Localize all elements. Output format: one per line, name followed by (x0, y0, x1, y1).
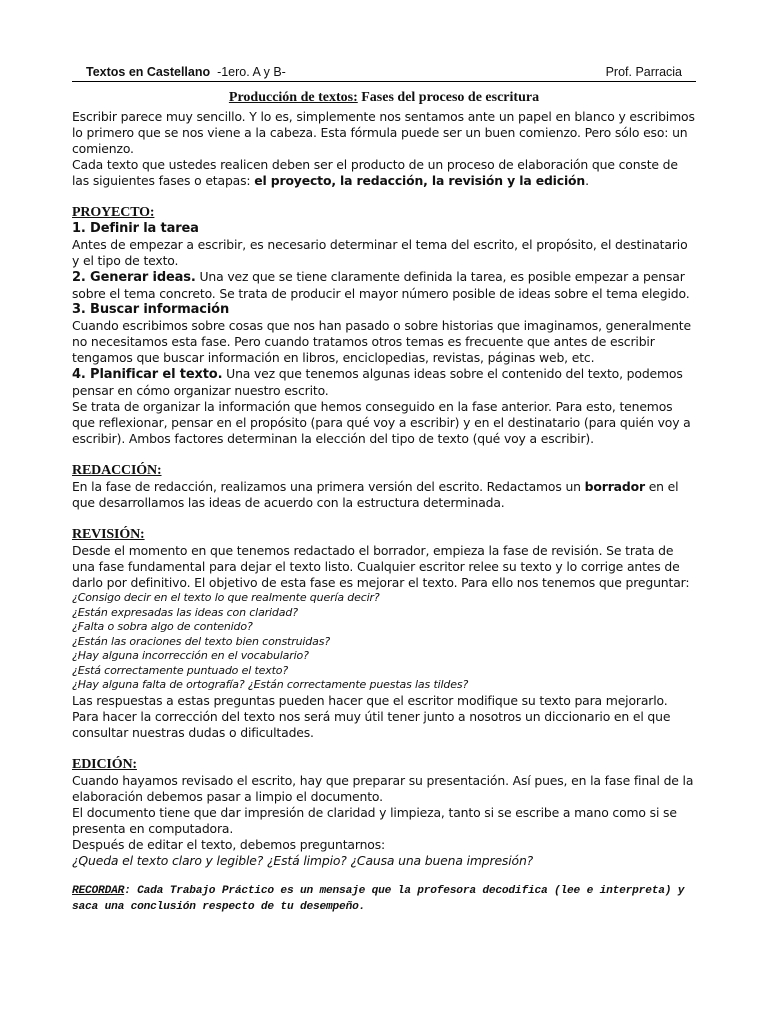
step-3-title: 3. Buscar información (72, 302, 230, 317)
intro-paragraph-1: Escribir parece muy sencillo. Y lo es, simplemente nos sentamos ante un papel en blanco y escribimos lo primero que se nos viene a la cabeza. Esta fórmula puede ser un buen comienzo. Pero sólo eso: un comienzo. (72, 109, 695, 156)
recordar-label: RECORDAR (72, 884, 125, 897)
intro-paragraph-2 (72, 157, 696, 189)
teacher-name: Prof. Parracia (605, 65, 682, 79)
course-name: Textos en Castellano (86, 65, 211, 79)
step-1-title: 1. Definir la tarea (72, 221, 199, 236)
section-heading-revision: REVISIÓN: (72, 527, 145, 542)
intro-phases: el proyecto, la redacción, la revisión y la edición (254, 173, 586, 188)
document-body (72, 109, 696, 915)
page-header (72, 64, 696, 82)
revision-question: ¿Están las oraciones del texto bien construidas? (72, 634, 331, 648)
edicion-paragraph-3: Después de editar el texto, debemos preguntarnos: (72, 836, 386, 852)
edicion-questions: ¿Queda el texto claro y legible? ¿Está limpio? ¿Causa una buena impresión? (72, 852, 534, 868)
document-title (72, 90, 696, 106)
revision-question: ¿Consigo decir en el texto lo que realmente quería decir? (72, 591, 380, 604)
title-rest: Fases del proceso de escritura (357, 90, 540, 105)
step-4-text: Una vez que tenemos algunas ideas sobre el contenido del texto, podemos pensar en cómo organizar nuestro escrito. (72, 366, 683, 398)
revision-question: ¿Hay alguna falta de ortografía? ¿Están correctamente puestas las tildes? (72, 678, 469, 691)
redaccion-paragraph (72, 479, 696, 511)
revision-question: ¿Hay alguna incorrección en el vocabulario? (72, 649, 309, 662)
course-group: -1ero. A y B- (217, 65, 286, 79)
intro-text: Cada texto que ustedes realicen deben ser el producto de un proceso de elaboración que conste de las siguientes fases o etapas: (72, 157, 678, 188)
section-heading-proyecto: PROYECTO: (72, 205, 155, 220)
step-4-paragraph (72, 366, 696, 399)
revision-question: ¿Está correctamente puntuado el texto? (72, 663, 289, 677)
recordar-text: : Cada Trabajo Práctico es un mensaje que la profesora decodifica (lee e interpreta) y saca una conclusión respecto de tu desempeño. (72, 884, 685, 913)
revision-paragraph: Desde el momento en que tenemos redactado el borrador, empieza la fase de revisión. Se trata de una fase fundamental para dejar el texto listo. Cualquier escritor relee su texto y lo corrige antes de darlo por definitivo. El objetivo de esta fase es mejorar el texto. Para ello nos tenemos que preguntar: (72, 543, 690, 590)
intro-end: . (585, 173, 589, 188)
step-4-text-2: Se trata de organizar la información que hemos conseguido en la fase anterior. Para esto, tenemos que reflexionar, pensar en el propósito (para qué voy a escribir) y en el destinatario (para quién voy a escribir). Ambos factores determinan la elección del tipo de texto (qué voy a escribir). (72, 399, 691, 446)
step-4-title: 4. Planificar el texto. (72, 367, 223, 382)
title-prefix: Producción de textos: (228, 90, 358, 105)
revision-question: ¿Falta o sobra algo de contenido? (72, 620, 253, 633)
revision-after-paragraph: Las respuestas a estas preguntas pueden hacer que el escritor modifique su texto para mejorarlo. Para hacer la corrección del texto nos será muy útil tener junto a nosotros un diccionario en el que consultar nuestras dudas o dificultades. (72, 692, 671, 740)
section-heading-redaccion: REDACCIÓN: (72, 463, 162, 478)
recordar-note (72, 883, 696, 915)
step-1-text: Antes de empezar a escribir, es necesario determinar el tema del escrito, el propósito, el destinatario y el tipo de texto. (72, 237, 688, 268)
edicion-paragraph-1: Cuando hayamos revisado el escrito, hay que preparar su presentación. Así pues, en la fase final de la elaboración debemos pasar a limpio el documento. (72, 772, 694, 804)
revision-question: ¿Están expresadas las ideas con claridad? (72, 605, 298, 619)
step-2-paragraph (72, 269, 696, 302)
edicion-paragraph-2: El documento tiene que dar impresión de claridad y limpieza, tanto si se escribe a mano como si se presenta en computadora. (72, 804, 677, 836)
redaccion-bold: borrador (584, 479, 645, 494)
section-heading-edicion: EDICIÓN: (72, 756, 137, 772)
redaccion-text-1: En la fase de redacción, realizamos una primera versión del escrito. Redactamos un (72, 479, 585, 494)
header-left (86, 65, 286, 79)
redaccion-text-2: en el que desarrollamos las ideas de acuerdo con la estructura determinada. (72, 479, 679, 510)
step-2-text: Una vez que se tiene claramente definida la tarea, es posible empezar a pensar sobre el tema concreto. Se trata de producir el mayor número posible de ideas sobre el tema elegido. (72, 269, 690, 301)
step-2-title: 2. Generar ideas. (72, 270, 196, 285)
step-3-text: Cuando escribimos sobre cosas que nos han pasado o sobre historias que imaginamos, generalmente no necesitamos esta fase. Pero cuando tratamos otros temas es frecuente que antes de escribir tengamos que buscar información en libros, enciclopedias, revistas, páginas web, etc. (72, 318, 691, 365)
